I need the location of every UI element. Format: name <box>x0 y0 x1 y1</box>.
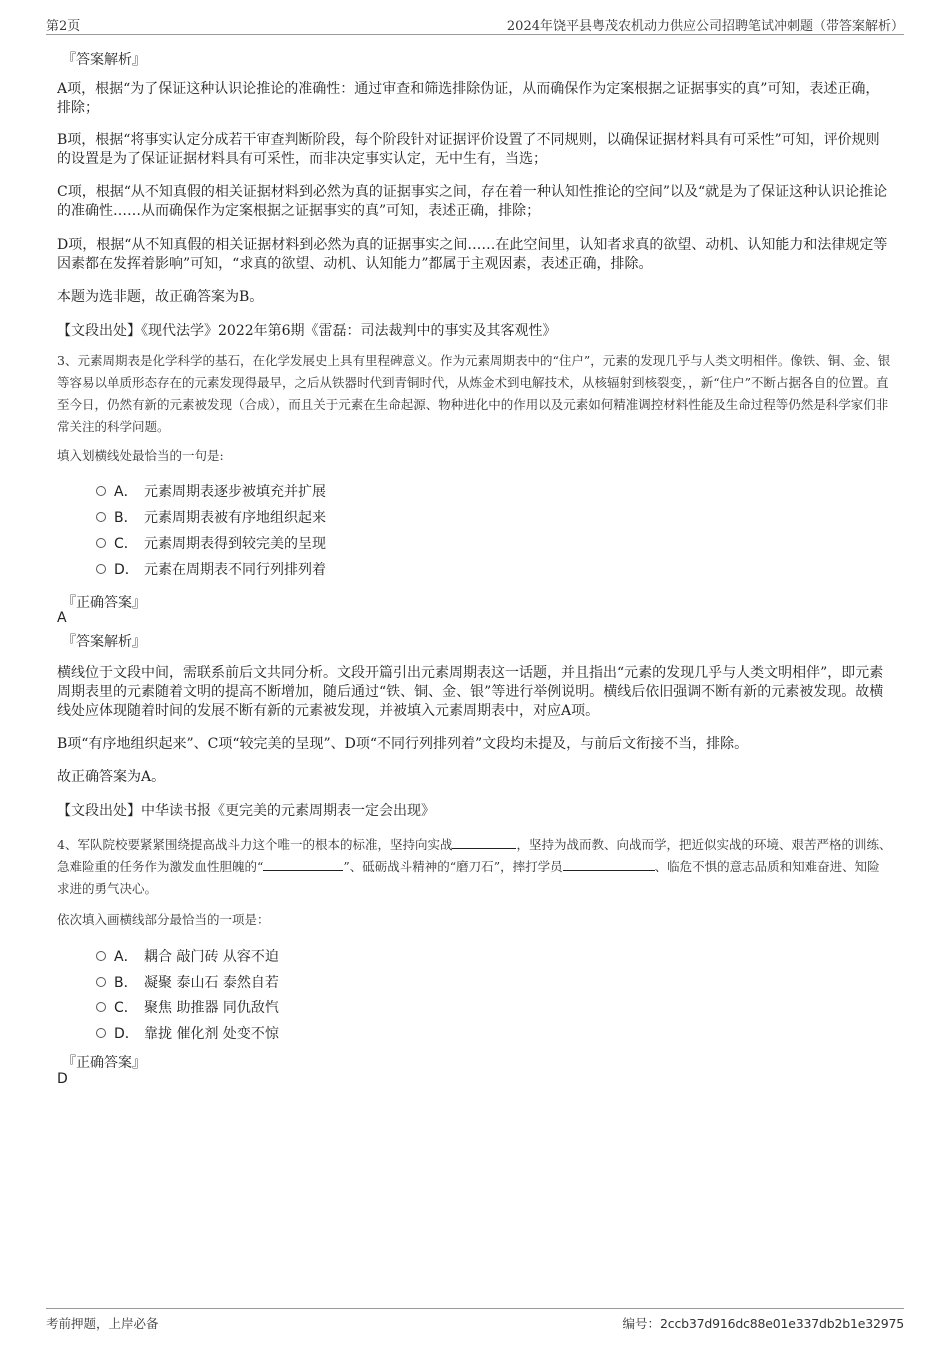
q2-analysis-c: C项，根据“从不知真假的相关证据材料到必然为真的证据事实之间，存在着一种认知性推论的空间”以及“就是为了保证这种认识论推论的准确性……从而确保作为定案根据之证据事实的真”可知，表述正确，排除； <box>57 184 888 219</box>
footer-slogan: 考前押题，上岸必备 <box>46 1316 159 1331</box>
q3-source: 【文段出处】中华读书报《更完美的元素周期表一定会出现》 <box>57 803 435 819</box>
page-number: 第2页 <box>46 19 81 34</box>
blank-2 <box>263 857 343 871</box>
q3-conclusion: 故正确答案为A。 <box>57 769 166 785</box>
radio-icon[interactable] <box>96 538 106 548</box>
document-title: 2024年饶平县粤茂农机动力供应公司招聘笔试冲刺题（带答案解析） <box>506 19 904 34</box>
q3-analysis-label: 『答案解析』 <box>62 634 146 650</box>
radio-icon[interactable] <box>96 486 106 496</box>
radio-icon[interactable] <box>96 951 106 961</box>
q3-analysis-2: B项“有序地组织起来”、C项“较完美的呈现”、D项“不同行列排列着”文段均未提及，与前后文衔接不当，排除。 <box>57 736 749 752</box>
q3-ask: 填入划横线处最恰当的一句是: <box>57 448 224 463</box>
q4-answer: D <box>57 1071 68 1087</box>
q2-analysis-b: B项，根据“将事实认定分成若干审查判断阶段，每个阶段针对证据评价设置了不同规则，以确保证据材料具有可采性”可知，评价规则的设置是为了保证证据材料具有可采性，而非决定事实认定，无中生有，当选； <box>57 132 880 167</box>
q4-answer-label: 『正确答案』 <box>62 1055 146 1071</box>
q4-ask: 依次填入画横线部分最恰当的一项是： <box>57 912 270 927</box>
q2-analysis-a: A项，根据“为了保证这种认识论推论的准确性：通过审查和筛选排除伪证，从而确保作为定案根据之证据事实的真”可知，表述正确，排除； <box>57 81 880 116</box>
q2-conclusion: 本题为选非题，故正确答案为B。 <box>57 289 264 305</box>
q2-analysis-d: D项，根据“从不知真假的相关证据材料到必然为真的证据事实之间……在此空间里，认知者求真的欲望、动机、认知能力和法律规定等因素都在发挥着影响”可知，“求真的欲望、动机、认知能力”都属于主观因素，表述正确，排除。 <box>57 237 888 272</box>
q4-stem: 4、军队院校要紧紧围绕提高战斗力这个唯一的根本的标准，坚持向实战 ，坚持为战而教、向战而学，把近似实战的环境、艰苦严格的训练、急难险重的任务作为激发血性胆魄的“ ”、砥砺战斗精神的“磨刀石”，摔打学员 、临危不惧的意志品质和知难奋进、知险求进的勇气决心。 <box>57 837 892 896</box>
blank-1 <box>452 835 516 849</box>
q2-source: 【文段出处】《现代法学》2022年第6期《雷磊：司法裁判中的事实及其客观性》 <box>57 323 557 339</box>
radio-icon[interactable] <box>96 564 106 574</box>
radio-icon[interactable] <box>96 1028 106 1038</box>
radio-icon[interactable] <box>96 1002 106 1012</box>
radio-icon[interactable] <box>96 512 106 522</box>
q2-analysis-label: 『答案解析』 <box>62 52 146 68</box>
page-header <box>46 14 904 35</box>
radio-icon[interactable] <box>96 977 106 987</box>
q3-answer-label: 『正确答案』 <box>62 595 146 611</box>
document-code: 编号：2ccb37d916dc88e01e337db2b1e32975 <box>622 1316 904 1331</box>
page-footer <box>46 1308 904 1331</box>
q3-stem: 3、元素周期表是化学科学的基石，在化学发展史上具有里程碑意义。作为元素周期表中的“住户”，元素的发现几乎与人类文明相伴。像铁、铜、金、银等容易以单质形态存在的元素发现得最早，之后从铁器时代到青铜时代，从炼金术到电解技术，从核辐射到核裂变，，新“住户”不断占据各自的位置。直至今日，仍然有新的元素被发现（合成），而且关于元素在生命起源、物种进化中的作用以及元素如何精准调控材料性能及生命过程等仍然是科学家们非常关注的科学问题。 <box>57 353 891 434</box>
q3-answer: A <box>57 610 67 626</box>
q3-analysis-1: 横线位于文段中间，需联系前后文共同分析。文段开篇引出元素周期表这一话题，并且指出“元素的发现几乎与人类文明相伴”，即元素周期表里的元素随着文明的提高不断增加，随后通过“铁、铜、金、银”等进行举例说明。横线后依旧强调不断有新的元素被发现。故横线处应体现随着时间的发展不断有新的元素被发现，并被填入元素周期表中，对应A项。 <box>57 665 884 719</box>
blank-3 <box>563 857 655 871</box>
